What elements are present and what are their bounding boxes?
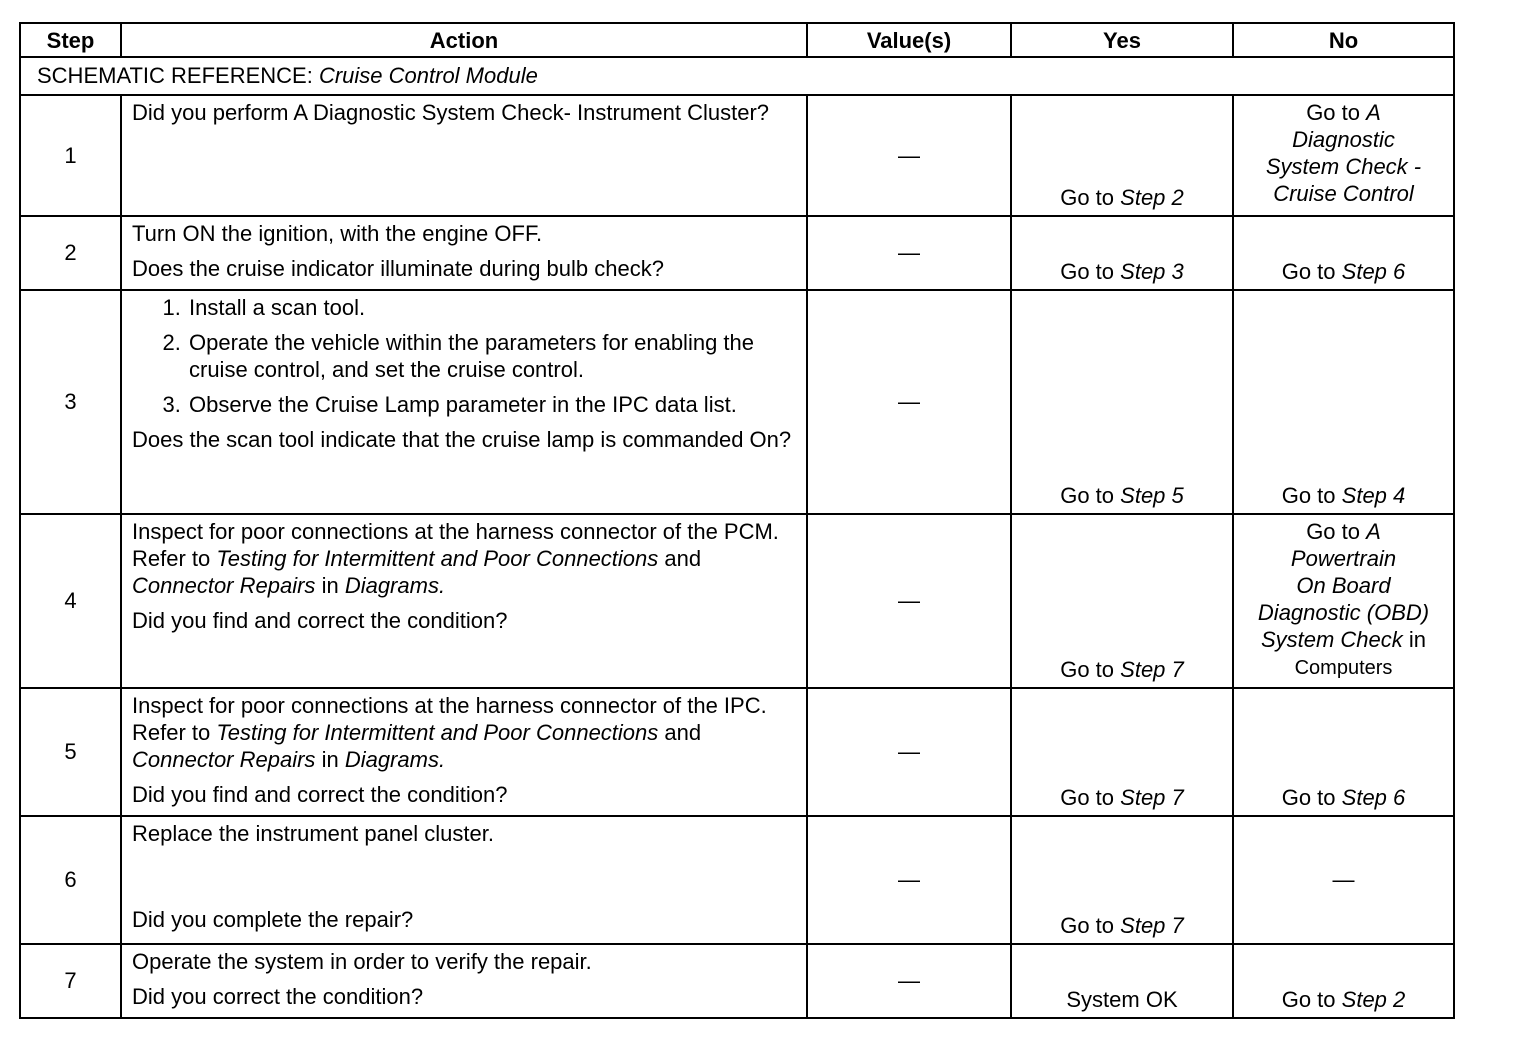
- no-prefix: Go to: [1281, 785, 1336, 810]
- action-link-diagrams: Diagrams.: [344, 747, 446, 772]
- no-line: [1238, 599, 1449, 626]
- diagnostic-table: [19, 22, 1455, 1019]
- action-cell: [121, 816, 807, 944]
- yes-cell: [1011, 688, 1233, 816]
- no-line: [1244, 126, 1443, 153]
- no-cell: [1233, 514, 1454, 688]
- action-question: Does the cruise indicator illuminate during bulb check?: [132, 256, 664, 281]
- action-question: Did you find and correct the condition?: [132, 608, 508, 633]
- action-cell: [121, 216, 807, 290]
- table-row: [20, 816, 1454, 944]
- action-link-diagrams: Diagrams.: [344, 573, 446, 598]
- step-number: 3: [20, 290, 121, 514]
- no-cell: [1233, 95, 1454, 216]
- value-cell: —: [807, 944, 1011, 1018]
- no-line-text: Diagnostic (OBD): [1257, 600, 1430, 625]
- diagnostic-table-wrapper: [19, 22, 1453, 1019]
- no-line: [1244, 153, 1443, 180]
- action-list: [132, 294, 796, 418]
- yes-target: Step 7: [1120, 785, 1184, 810]
- no-line: System Check in: [1260, 627, 1427, 652]
- list-item: 1. Install a scan tool.: [187, 294, 796, 321]
- no-line-text: Powertrain: [1290, 546, 1397, 571]
- action-text: [132, 518, 796, 599]
- no-cell: [1233, 688, 1454, 816]
- yes-cell: [1011, 216, 1233, 290]
- action-link-connector-repairs: Connector Repairs: [132, 747, 316, 772]
- action-cell: [121, 290, 807, 514]
- header-yes: Yes: [1011, 23, 1233, 57]
- action-cell: [121, 514, 807, 688]
- schematic-value: Cruise Control Module: [318, 63, 538, 88]
- yes-target: Step 3: [1120, 259, 1184, 284]
- action-text: [132, 692, 796, 773]
- value-cell: —: [807, 95, 1011, 216]
- action-text: Operate the system in order to verify the repair.: [132, 949, 592, 974]
- no-cell: [1233, 290, 1454, 514]
- header-values: Value(s): [807, 23, 1011, 57]
- yes-cell: [1011, 95, 1233, 216]
- header-action: Action: [121, 23, 807, 57]
- action-link-connector-repairs: Connector Repairs: [132, 573, 316, 598]
- yes-prefix: Go to: [1060, 785, 1115, 810]
- no-line-text: Cruise Control: [1273, 181, 1414, 206]
- yes-prefix: Go to: [1060, 185, 1115, 210]
- action-text-part: in: [321, 747, 339, 772]
- yes-target: Step 5: [1120, 483, 1184, 508]
- no-prefix: Go to: [1281, 987, 1336, 1012]
- action-text: Turn ON the ignition, with the engine OFF.: [132, 221, 543, 246]
- action-text-part: Inspect for poor connections at the harness connector of the PCM. Refer to: [132, 519, 779, 571]
- action-question: Did you correct the condition?: [132, 984, 424, 1009]
- value-cell: —: [807, 216, 1011, 290]
- table-row: [20, 688, 1454, 816]
- no-line: [1238, 653, 1449, 682]
- value-cell: —: [807, 688, 1011, 816]
- no-line: [1244, 180, 1443, 207]
- yes-cell: System OK: [1011, 944, 1233, 1018]
- no-line: Go to A: [1306, 100, 1381, 125]
- action-cell: [121, 95, 807, 216]
- step-number: 4: [20, 514, 121, 688]
- header-no: No: [1233, 23, 1454, 57]
- schematic-label: SCHEMATIC REFERENCE:: [37, 63, 313, 88]
- yes-cell: [1011, 290, 1233, 514]
- table-row: [20, 290, 1454, 514]
- no-line-text: System Check -: [1265, 154, 1422, 179]
- yes-cell: [1011, 816, 1233, 944]
- value-cell: —: [807, 816, 1011, 944]
- table-row: [20, 95, 1454, 216]
- step-number: 5: [20, 688, 121, 816]
- action-cell: [121, 944, 807, 1018]
- no-target: Step 6: [1341, 259, 1406, 284]
- action-text-part: Inspect for poor connections at the harness connector of the IPC. Refer to: [132, 693, 767, 745]
- no-line: Go to A: [1306, 519, 1381, 544]
- action-question: Did you complete the repair?: [132, 907, 414, 932]
- no-line: [1238, 545, 1449, 572]
- yes-cell: [1011, 514, 1233, 688]
- no-cell: [1233, 216, 1454, 290]
- yes-target: Step 7: [1120, 913, 1184, 938]
- no-line-text: Computers: [1294, 657, 1393, 679]
- action-text-part: and: [664, 546, 702, 571]
- yes-prefix: Go to: [1060, 913, 1115, 938]
- action-cell: [121, 688, 807, 816]
- yes-target: Step 2: [1120, 185, 1184, 210]
- header-row: [20, 23, 1454, 57]
- step-number: 7: [20, 944, 121, 1018]
- table-row: [20, 216, 1454, 290]
- list-item: 2. Operate the vehicle within the parameters for enabling the cruise control, and set the cruise control.: [187, 329, 796, 383]
- list-item: 3. Observe the Cruise Lamp parameter in the IPC data list.: [187, 391, 796, 418]
- value-cell: —: [807, 290, 1011, 514]
- yes-prefix: Go to: [1060, 657, 1115, 682]
- value-cell: —: [807, 514, 1011, 688]
- no-cell: —: [1233, 816, 1454, 944]
- action-text-part: and: [664, 720, 702, 745]
- no-line-text: Diagnostic: [1292, 127, 1395, 152]
- action-text: Did you perform A Diagnostic System Check- Instrument Cluster?: [132, 100, 770, 125]
- action-content: [122, 817, 806, 937]
- header-step: Step: [20, 23, 121, 57]
- no-target: Step 6: [1341, 785, 1406, 810]
- step-number: 1: [20, 95, 121, 216]
- yes-target: Step 7: [1120, 657, 1184, 682]
- table-row: [20, 944, 1454, 1018]
- no-target: Step 4: [1341, 483, 1406, 508]
- action-text: Replace the instrument panel cluster.: [132, 821, 494, 846]
- no-line: [1238, 572, 1449, 599]
- action-text-part: in: [321, 573, 339, 598]
- action-question: Does the scan tool indicate that the cruise lamp is commanded On?: [132, 427, 792, 452]
- schematic-reference: [20, 57, 1454, 95]
- yes-prefix: Go to: [1060, 259, 1115, 284]
- action-link-testing: Testing for Intermittent and Poor Connections: [216, 720, 659, 745]
- no-cell: [1233, 944, 1454, 1018]
- action-question: Did you find and correct the condition?: [132, 782, 508, 807]
- table-row: [20, 514, 1454, 688]
- action-link-testing: Testing for Intermittent and Poor Connections: [216, 546, 659, 571]
- step-number: 2: [20, 216, 121, 290]
- step-number: 6: [20, 816, 121, 944]
- yes-prefix: Go to: [1060, 483, 1115, 508]
- no-line-text: On Board: [1296, 573, 1391, 598]
- no-target: Step 2: [1341, 987, 1406, 1012]
- schematic-row: [20, 57, 1454, 95]
- no-prefix: Go to: [1281, 483, 1336, 508]
- no-prefix: Go to: [1281, 259, 1336, 284]
